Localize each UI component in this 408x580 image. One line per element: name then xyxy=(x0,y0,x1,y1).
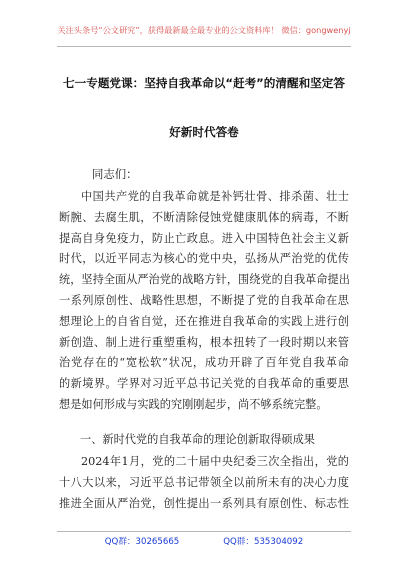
greeting: 同志们： xyxy=(92,167,138,181)
section-heading: 一、新时代党的自我革命的理论创新取得硕成果 xyxy=(80,433,315,446)
footer-qq-group-1: QQ群：30265665 xyxy=(104,537,180,547)
header-divider xyxy=(57,46,351,47)
text-line: 治党存在的“宽松软”状况，成功开辟了百年党自我革命 xyxy=(59,356,349,370)
body-paragraph-1 xyxy=(59,187,349,416)
footer-qq-group-2: QQ群：535304092 xyxy=(223,537,304,547)
text-line: 十八大以来，习近平总书记带领全以前所未有的决心力度 xyxy=(59,475,349,489)
text-line: 提高自身免疫力，防止亡政息。进入中国特色社会主义新 xyxy=(59,231,349,245)
text-line: 时代，以近平同志为核心的党中央，弘扬从严治党的优传 xyxy=(59,252,349,266)
text-line: 统，坚持全面从严治党的战略方针，围绕党的自我革命提出 xyxy=(59,273,350,287)
text-line: 新创造、制上进行重塑重构，根本扭转了一段时期以来管 xyxy=(59,335,349,349)
document-title-line-1: 七一专题党课：坚持自我革命以“赶考”的清醒和坚定答 xyxy=(63,76,345,90)
footer-divider xyxy=(57,531,351,532)
text-line: 推进全面从严治党，创性提出一系列具有原创性、标志性 xyxy=(59,496,349,510)
text-line: 想理论上的自省自觉，还在推进自我革命的实践上进行创 xyxy=(59,314,349,328)
header-banner: 关注头条号“公文研究”，获得最新最全最专业的公文资料库！ 微信：gongwenyj xyxy=(57,25,351,35)
text-line: 2024年1月，党的二十届中央纪委三次全指出，党的 xyxy=(81,455,349,468)
text-line: 想是如何形成与实践的究刚刚起步，尚不够系统完整。 xyxy=(59,397,328,411)
footer xyxy=(0,536,408,548)
document-title-line-2: 好新时代答卷 xyxy=(169,125,239,139)
body-paragraph-2 xyxy=(59,452,349,514)
text-line: 中国共产党的自我革命就是补钙壮骨、排杀菌、壮士 xyxy=(81,190,349,203)
text-line: 的新境界。学界对习近平总书记关党的自我革命的重要思 xyxy=(59,377,349,391)
text-line: 一系列原创性、战略性思想，不断提了党的自我革命在思 xyxy=(59,293,349,307)
text-line: 断腕、去腐生肌，不断清除侵蚀党健康肌体的病毒，不断 xyxy=(59,210,349,224)
